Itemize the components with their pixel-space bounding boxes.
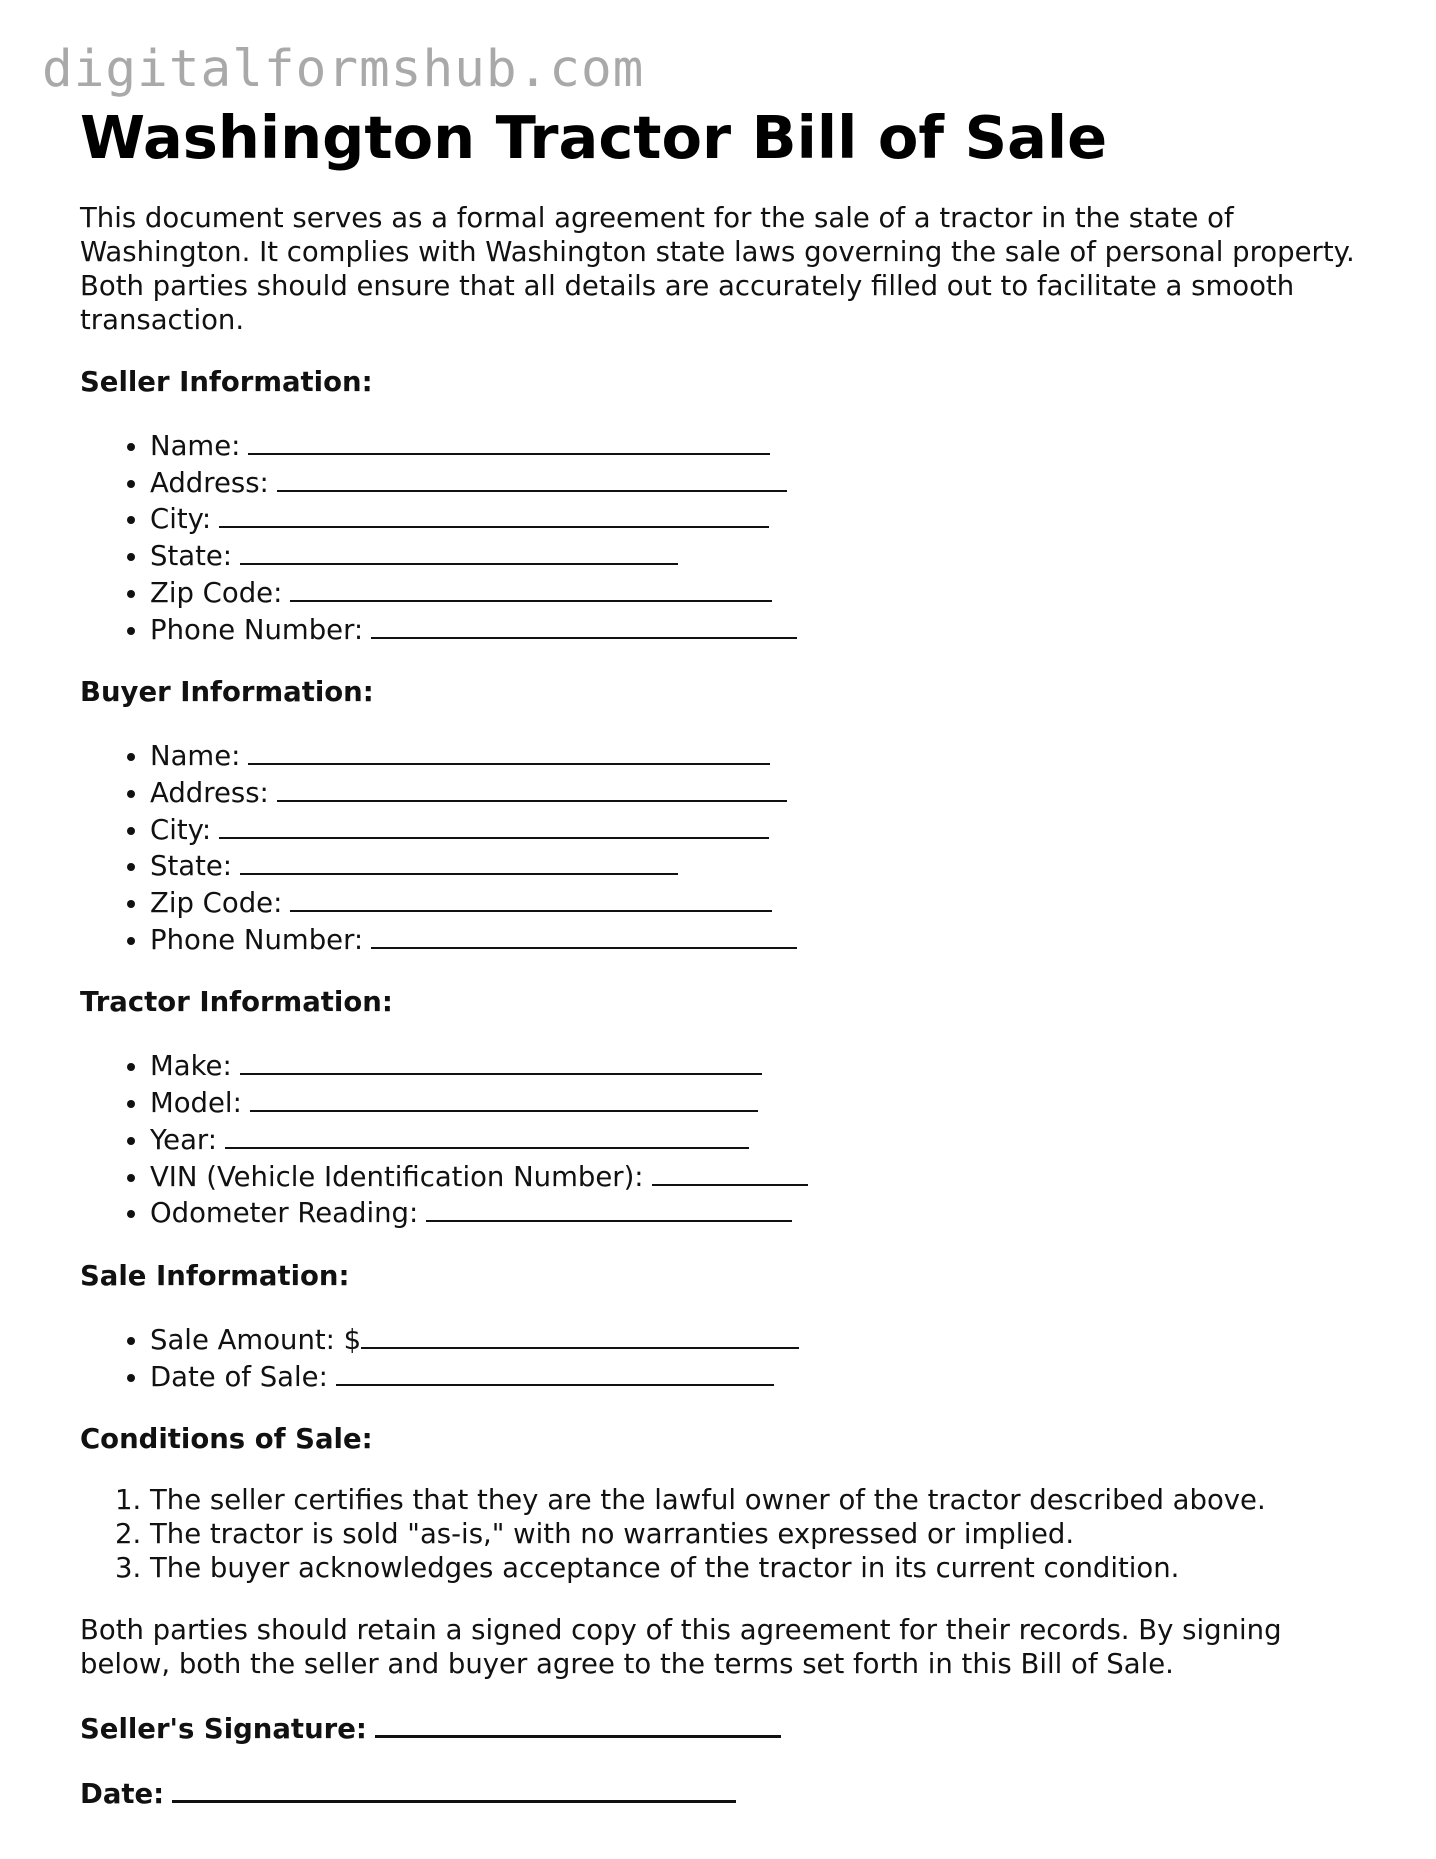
field-label: City: (150, 813, 212, 846)
field-label: Year: (150, 1123, 218, 1156)
field-label: Zip Code: (150, 887, 283, 920)
seller-signature-row (80, 1709, 1380, 1746)
field-label: Phone Number: (150, 613, 364, 646)
sale-amount-blank[interactable] (361, 1321, 799, 1349)
list-item (150, 774, 1380, 811)
tractor-odometer-blank[interactable] (426, 1194, 792, 1222)
sale-date-blank[interactable] (336, 1358, 774, 1386)
page-title: Washington Tractor Bill of Sale (80, 103, 1108, 172)
tractor-model-blank[interactable] (250, 1084, 758, 1112)
field-label: Date of Sale: (150, 1360, 328, 1393)
field-label: City: (150, 503, 212, 536)
seller-city-blank[interactable] (219, 500, 769, 528)
closing-paragraph: Both parties should retain a signed copy of this agreement for their records. By signing below, both the seller and buyer agree to the terms set forth in this Bill of Sale. (80, 1614, 1282, 1681)
field-label: Zip Code: (150, 576, 283, 609)
field-label: Address: (150, 776, 269, 809)
list-item (150, 1158, 1380, 1195)
tractor-year-blank[interactable] (225, 1121, 749, 1149)
list-item (150, 921, 1380, 958)
tractor-make-blank[interactable] (240, 1047, 762, 1075)
list-item (150, 500, 1380, 537)
buyer-city-blank[interactable] (219, 811, 769, 839)
seller-state-blank[interactable] (240, 537, 678, 565)
list-item (150, 574, 1380, 611)
seller-phone-blank[interactable] (371, 611, 797, 639)
field-label: State: (150, 850, 233, 883)
conditions-list (80, 1484, 1380, 1585)
date-blank[interactable] (172, 1774, 736, 1803)
list-item (150, 884, 1380, 921)
list-item (150, 464, 1380, 501)
seller-fields-list (80, 427, 1380, 647)
buyer-zip-blank[interactable] (290, 884, 772, 912)
seller-address-blank[interactable] (277, 464, 787, 492)
list-item (150, 1358, 1380, 1395)
seller-name-blank[interactable] (248, 427, 770, 455)
buyer-address-blank[interactable] (277, 774, 787, 802)
sale-fields-list (80, 1321, 1380, 1394)
field-label: Phone Number: (150, 923, 364, 956)
field-label: Make: (150, 1050, 232, 1083)
list-item (150, 847, 1380, 884)
seller-heading: Seller Information: (80, 366, 373, 398)
list-item (150, 1084, 1380, 1121)
field-label: Sale Amount: $ (150, 1323, 362, 1356)
field-label: Address: (150, 466, 269, 499)
list-item (150, 1194, 1380, 1231)
list-item (150, 427, 1380, 464)
list-item (150, 611, 1380, 648)
buyer-heading: Buyer Information: (80, 676, 374, 709)
sale-heading: Sale Information: (80, 1259, 350, 1292)
seller-signature-label: Seller's Signature: (80, 1713, 367, 1746)
seller-zip-blank[interactable] (290, 574, 772, 602)
seller-signature-blank[interactable] (375, 1709, 781, 1738)
field-label: State: (150, 540, 233, 573)
field-label: Name: (150, 430, 241, 462)
watermark: digitalformshub.com (42, 40, 645, 99)
tractor-heading: Tractor Information: (80, 986, 393, 1019)
tractor-vin-blank[interactable] (652, 1158, 808, 1186)
conditions-heading: Conditions of Sale: (80, 1423, 373, 1456)
list-item: 3. The buyer acknowledges acceptance of the tractor in its current condition. (150, 1552, 1380, 1586)
tractor-fields-list (80, 1047, 1380, 1231)
buyer-name-blank[interactable] (248, 737, 770, 765)
field-label: VIN (Vehicle Identification Number): (150, 1160, 644, 1193)
list-item (150, 811, 1380, 848)
document-page (80, 98, 1380, 1811)
intro-paragraph: This document serves as a formal agreement for the sale of a tractor in the state of Washington. It complies with Washington state laws governing the sale of personal property. Both parties should ensure that all details are accurately filled out to facilitate a smooth transaction. (80, 202, 1355, 336)
list-item (150, 1121, 1380, 1158)
field-label: Odometer Reading: (150, 1197, 419, 1230)
date-label: Date: (80, 1778, 165, 1811)
field-label: Model: (150, 1087, 242, 1120)
field-label: Name: (150, 740, 241, 773)
list-item (150, 1047, 1380, 1084)
list-item: 2. The tractor is sold "as-is," with no warranties expressed or implied. (150, 1518, 1380, 1552)
list-item (150, 1321, 1380, 1358)
buyer-fields-list (80, 737, 1380, 957)
buyer-state-blank[interactable] (240, 847, 678, 875)
buyer-phone-blank[interactable] (371, 921, 797, 949)
date-row (80, 1774, 1380, 1811)
list-item (150, 537, 1380, 574)
list-item: 1. The seller certifies that they are the lawful owner of the tractor described above. (150, 1484, 1380, 1518)
list-item (150, 737, 1380, 774)
